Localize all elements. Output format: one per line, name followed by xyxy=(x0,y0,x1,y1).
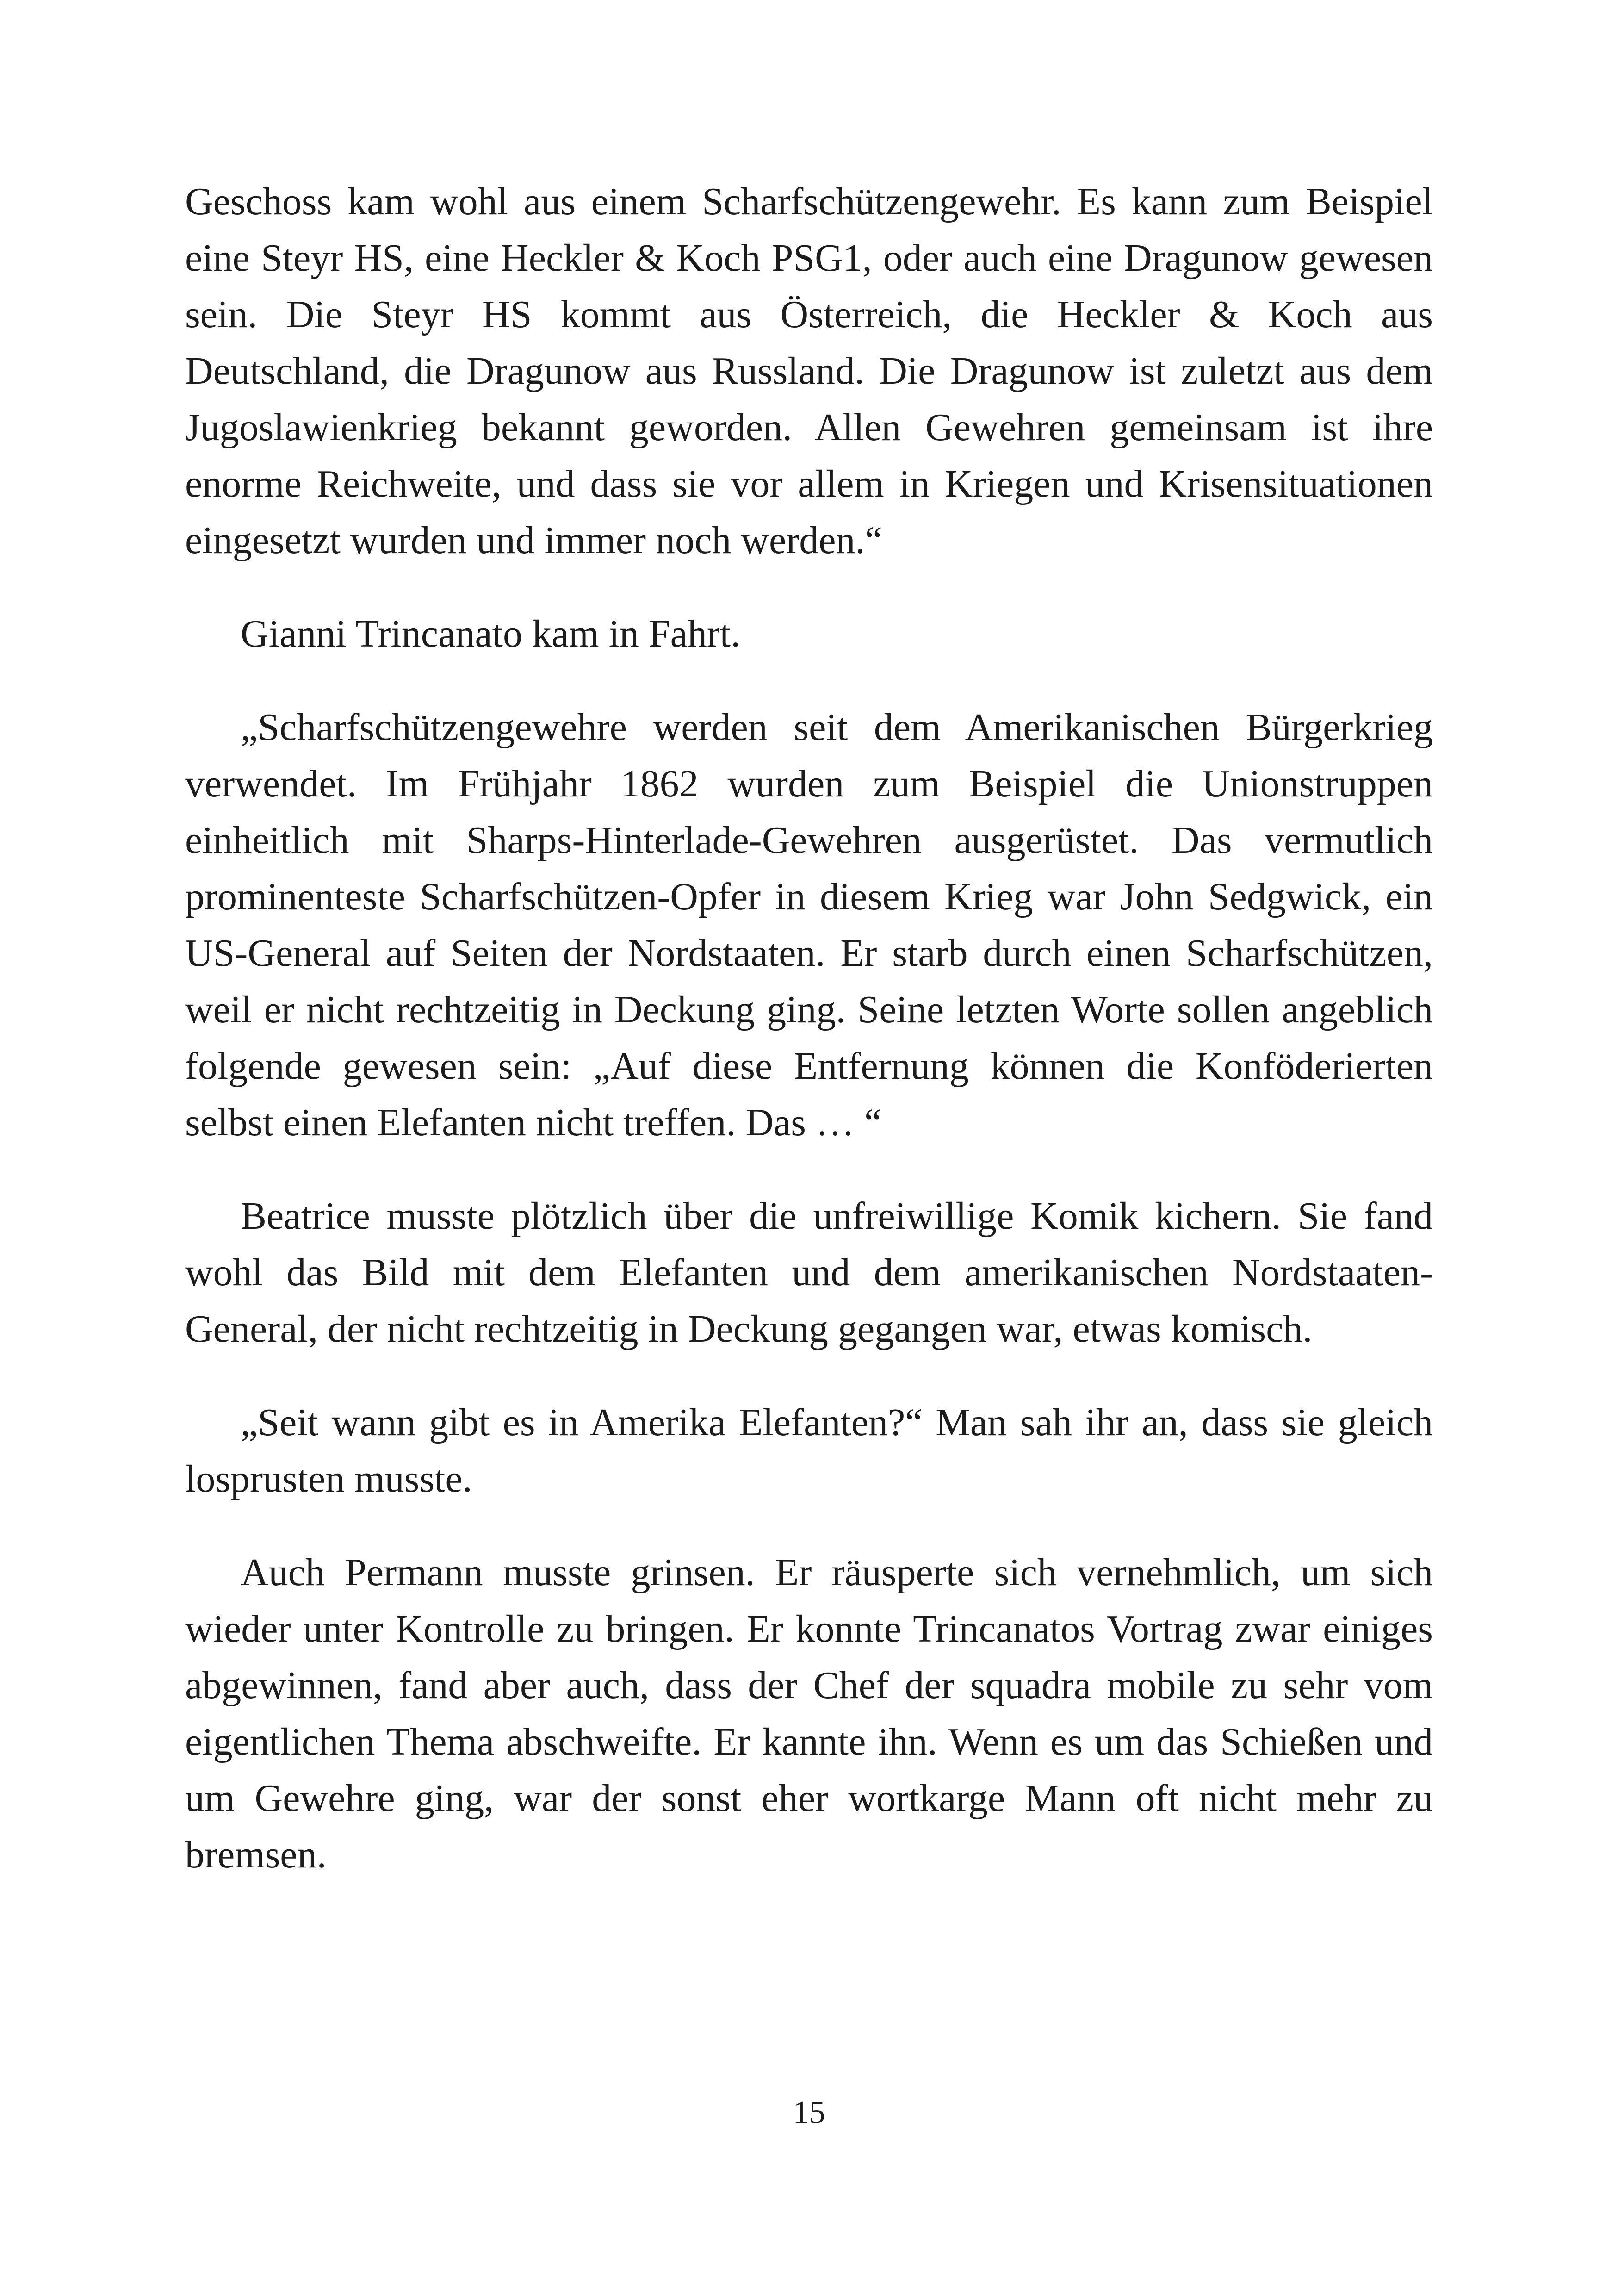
paragraph: Beatrice musste plötzlich über die unfreiwillige Komik kichern. Sie fand wohl das Bild mit dem Elefanten und dem amerikanischen Nordstaaten-General, der nicht rechtzeitig in Deckung gegangen war, etwas komisch. xyxy=(185,1195,1433,1350)
page-number: 15 xyxy=(793,2095,825,2130)
paragraph: „Seit wann gibt es in Amerika Elefanten?“ Man sah ihr an, dass sie gleich losprusten musste. xyxy=(185,1401,1433,1500)
body-text xyxy=(185,174,1433,1920)
paragraph: Geschoss kam wohl aus einem Scharfschützengewehr. Es kann zum Beispiel eine Steyr HS, eine Heckler & Koch PSG1, oder auch eine Dragunow gewesen sein. Die Steyr HS kommt aus Österreich, die Heckler & Koch aus Deutschland, die Dragunow aus Russland. Die Dragunow ist zuletzt aus dem Jugoslawienkrieg bekannt geworden. Allen Gewehren gemeinsam ist ihre enorme Reichweite, und dass sie vor allem in Kriegen und Krisensituationen eingesetzt wurden und immer noch werden.“ xyxy=(185,180,1433,562)
paragraph: „Scharfschützengewehre werden seit dem Amerikanischen Bürgerkrieg verwendet. Im Frühjahr 1862 wurden zum Beispiel die Unionstruppen einheitlich mit Sharps-Hinterlade-Gewehren ausgerüstet. Das vermutlich prominenteste Scharfschützen-Opfer in diesem Krieg war John Sedgwick, ein US-General auf Seiten der Nordstaaten. Er starb durch einen Scharfschützen, weil er nicht rechtzeitig in Deckung ging. Seine letzten Worte sollen angeblich folgende gewesen sein: „Auf diese Entfernung können die Konföderierten selbst einen Elefanten nicht treffen. Das … “ xyxy=(185,706,1433,1144)
paragraph: Gianni Trincanato kam in Fahrt. xyxy=(241,612,741,655)
paragraph: Auch Permann musste grinsen. Er räusperte sich vernehmlich, um sich wieder unter Kontrolle zu bringen. Er konnte Trincanatos Vortrag zwar einiges abgewinnen, fand aber auch, dass der Chef der squadra mobile zu sehr vom eigentlichen Thema abschweifte. Er kannte ihn. Wenn es um das Schießen und um Gewehre ging, war der sonst eher wortkarge Mann oft nicht mehr zu bremsen. xyxy=(185,1551,1433,1876)
